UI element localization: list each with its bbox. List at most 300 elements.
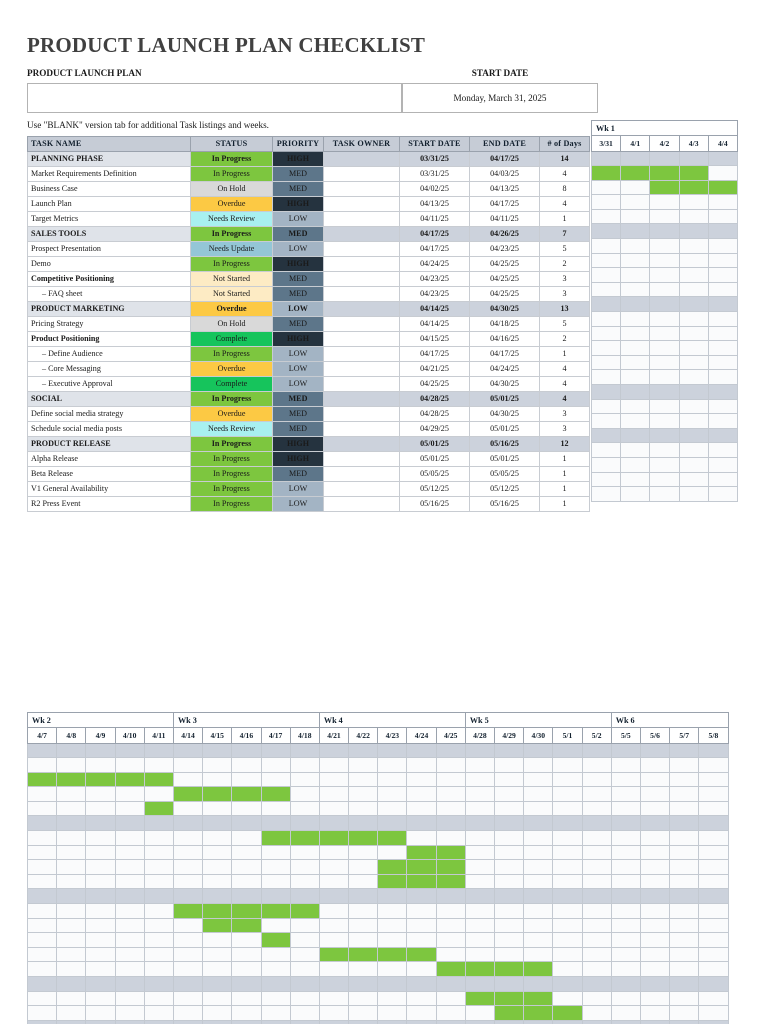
- gantt-week1-empty-cell[interactable]: [679, 268, 708, 283]
- gantt-bottom-empty-cell[interactable]: [115, 831, 144, 846]
- gantt-bottom-empty-cell[interactable]: [57, 1006, 86, 1021]
- gantt-week1-empty-cell[interactable]: [679, 341, 708, 356]
- cell-status[interactable]: In Progress: [191, 347, 273, 362]
- cell-start[interactable]: 04/21/25: [400, 362, 470, 377]
- gantt-week1-empty-cell[interactable]: [650, 443, 679, 458]
- gantt-bottom-empty-cell[interactable]: [582, 787, 611, 802]
- cell-task[interactable]: V1 General Availability: [28, 482, 191, 497]
- gantt-week1-empty-cell[interactable]: [708, 268, 737, 283]
- cell-status[interactable]: In Progress: [191, 452, 273, 467]
- gantt-week1-empty-cell[interactable]: [650, 428, 679, 443]
- gantt-bottom-empty-cell[interactable]: [699, 845, 728, 860]
- gantt-bottom-empty-cell[interactable]: [349, 845, 378, 860]
- gantt-bottom-bar-cell[interactable]: [232, 904, 261, 919]
- gantt-bottom-bar-cell[interactable]: [261, 904, 290, 919]
- cell-end[interactable]: 04/26/25: [470, 227, 540, 242]
- gantt-bottom-empty-cell[interactable]: [86, 889, 115, 904]
- cell-task[interactable]: PRODUCT RELEASE: [28, 437, 191, 452]
- gantt-bottom-empty-cell[interactable]: [611, 816, 640, 831]
- gantt-week1-empty-cell[interactable]: [621, 180, 650, 195]
- gantt-bottom-empty-cell[interactable]: [290, 758, 319, 773]
- gantt-bottom-empty-cell[interactable]: [465, 801, 494, 816]
- gantt-bottom-empty-cell[interactable]: [378, 918, 407, 933]
- cell-start[interactable]: 04/29/25: [400, 422, 470, 437]
- cell-priority[interactable]: HIGH: [273, 197, 324, 212]
- gantt-bottom-empty-cell[interactable]: [232, 977, 261, 992]
- gantt-bottom-empty-cell[interactable]: [524, 831, 553, 846]
- gantt-bottom-empty-cell[interactable]: [173, 1006, 202, 1021]
- gantt-bottom-empty-cell[interactable]: [144, 787, 173, 802]
- gantt-bottom-empty-cell[interactable]: [173, 845, 202, 860]
- gantt-bottom-empty-cell[interactable]: [232, 933, 261, 948]
- gantt-bottom-empty-cell[interactable]: [495, 918, 524, 933]
- gantt-bottom-empty-cell[interactable]: [582, 947, 611, 962]
- cell-days[interactable]: 7: [540, 227, 590, 242]
- gantt-bottom-bar-cell[interactable]: [319, 816, 348, 831]
- gantt-bottom-empty-cell[interactable]: [407, 787, 436, 802]
- cell-task[interactable]: Schedule social media posts: [28, 422, 191, 437]
- cell-owner[interactable]: [324, 227, 400, 242]
- cell-priority[interactable]: HIGH: [273, 332, 324, 347]
- gantt-bottom-empty-cell[interactable]: [407, 918, 436, 933]
- gantt-bottom-empty-cell[interactable]: [173, 918, 202, 933]
- gantt-bottom-empty-cell[interactable]: [436, 758, 465, 773]
- gantt-bottom-bar-cell[interactable]: [553, 1006, 582, 1021]
- gantt-bottom-empty-cell[interactable]: [378, 772, 407, 787]
- gantt-bottom-empty-cell[interactable]: [524, 918, 553, 933]
- gantt-bottom-empty-cell[interactable]: [582, 889, 611, 904]
- cell-days[interactable]: 1: [540, 347, 590, 362]
- gantt-week1-empty-cell[interactable]: [708, 385, 737, 400]
- gantt-bottom-empty-cell[interactable]: [86, 816, 115, 831]
- gantt-bottom-empty-cell[interactable]: [495, 933, 524, 948]
- cell-days[interactable]: 3: [540, 287, 590, 302]
- cell-start[interactable]: 04/17/25: [400, 347, 470, 362]
- gantt-week1-empty-cell[interactable]: [592, 341, 621, 356]
- gantt-bottom-empty-cell[interactable]: [261, 758, 290, 773]
- gantt-week1-empty-cell[interactable]: [650, 355, 679, 370]
- gantt-bottom-empty-cell[interactable]: [495, 845, 524, 860]
- gantt-bottom-empty-cell[interactable]: [553, 831, 582, 846]
- gantt-bottom-empty-cell[interactable]: [640, 801, 669, 816]
- gantt-bottom-empty-cell[interactable]: [436, 743, 465, 758]
- gantt-bottom-empty-cell[interactable]: [349, 801, 378, 816]
- cell-priority[interactable]: MED: [273, 317, 324, 332]
- gantt-bottom-empty-cell[interactable]: [699, 977, 728, 992]
- gantt-bottom-empty-cell[interactable]: [86, 1006, 115, 1021]
- gantt-week1-empty-cell[interactable]: [679, 209, 708, 224]
- gantt-bottom-empty-cell[interactable]: [378, 904, 407, 919]
- gantt-bottom-empty-cell[interactable]: [553, 904, 582, 919]
- gantt-week1-empty-cell[interactable]: [679, 195, 708, 210]
- gantt-bottom-empty-cell[interactable]: [232, 874, 261, 889]
- gantt-bottom-empty-cell[interactable]: [203, 874, 232, 889]
- gantt-bottom-empty-cell[interactable]: [611, 845, 640, 860]
- gantt-bottom-empty-cell[interactable]: [173, 947, 202, 962]
- gantt-bottom-empty-cell[interactable]: [57, 889, 86, 904]
- gantt-bottom-bar-cell[interactable]: [28, 772, 57, 787]
- gantt-week1-empty-cell[interactable]: [621, 355, 650, 370]
- gantt-bottom-empty-cell[interactable]: [349, 904, 378, 919]
- gantt-bottom-empty-cell[interactable]: [144, 816, 173, 831]
- gantt-bottom-empty-cell[interactable]: [582, 758, 611, 773]
- cell-end[interactable]: 04/16/25: [470, 332, 540, 347]
- gantt-week1-empty-cell[interactable]: [708, 195, 737, 210]
- gantt-bottom-empty-cell[interactable]: [232, 962, 261, 977]
- gantt-bottom-empty-cell[interactable]: [203, 801, 232, 816]
- gantt-bottom-empty-cell[interactable]: [319, 758, 348, 773]
- gantt-bottom-empty-cell[interactable]: [699, 787, 728, 802]
- gantt-bottom-empty-cell[interactable]: [28, 816, 57, 831]
- cell-days[interactable]: 2: [540, 332, 590, 347]
- gantt-bottom-empty-cell[interactable]: [699, 772, 728, 787]
- cell-end[interactable]: 04/11/25: [470, 212, 540, 227]
- gantt-week1-empty-cell[interactable]: [708, 472, 737, 487]
- cell-status[interactable]: Complete: [191, 332, 273, 347]
- gantt-week1-empty-cell[interactable]: [708, 297, 737, 312]
- gantt-bottom-bar-cell[interactable]: [524, 962, 553, 977]
- gantt-bottom-bar-cell[interactable]: [173, 889, 202, 904]
- gantt-week1-bar-cell[interactable]: [679, 180, 708, 195]
- gantt-bottom-empty-cell[interactable]: [582, 1006, 611, 1021]
- gantt-week1-empty-cell[interactable]: [679, 355, 708, 370]
- cell-days[interactable]: 1: [540, 212, 590, 227]
- gantt-bottom-bar-cell[interactable]: [173, 787, 202, 802]
- gantt-week1-empty-cell[interactable]: [592, 297, 621, 312]
- gantt-bottom-empty-cell[interactable]: [28, 962, 57, 977]
- gantt-bottom-empty-cell[interactable]: [640, 904, 669, 919]
- gantt-bottom-empty-cell[interactable]: [261, 962, 290, 977]
- cell-owner[interactable]: [324, 212, 400, 227]
- gantt-bottom-bar-cell[interactable]: [57, 772, 86, 787]
- gantt-bottom-empty-cell[interactable]: [670, 947, 699, 962]
- gantt-week1-empty-cell[interactable]: [592, 443, 621, 458]
- gantt-bottom-empty-cell[interactable]: [28, 889, 57, 904]
- gantt-bottom-empty-cell[interactable]: [640, 991, 669, 1006]
- cell-days[interactable]: 1: [540, 482, 590, 497]
- cell-days[interactable]: 3: [540, 272, 590, 287]
- gantt-bottom-empty-cell[interactable]: [290, 962, 319, 977]
- gantt-bottom-empty-cell[interactable]: [349, 977, 378, 992]
- gantt-bottom-empty-cell[interactable]: [436, 977, 465, 992]
- gantt-bottom-empty-cell[interactable]: [115, 845, 144, 860]
- gantt-week1-empty-cell[interactable]: [708, 443, 737, 458]
- cell-status[interactable]: Overdue: [191, 302, 273, 317]
- gantt-bottom-empty-cell[interactable]: [115, 933, 144, 948]
- gantt-bottom-empty-cell[interactable]: [28, 874, 57, 889]
- cell-end[interactable]: 04/18/25: [470, 317, 540, 332]
- gantt-bottom-empty-cell[interactable]: [670, 889, 699, 904]
- gantt-bottom-empty-cell[interactable]: [173, 772, 202, 787]
- cell-days[interactable]: 8: [540, 182, 590, 197]
- gantt-bottom-empty-cell[interactable]: [290, 743, 319, 758]
- gantt-bottom-empty-cell[interactable]: [349, 918, 378, 933]
- gantt-bottom-empty-cell[interactable]: [232, 845, 261, 860]
- gantt-bottom-empty-cell[interactable]: [203, 977, 232, 992]
- gantt-week1-empty-cell[interactable]: [650, 282, 679, 297]
- gantt-bottom-empty-cell[interactable]: [290, 933, 319, 948]
- cell-owner[interactable]: [324, 182, 400, 197]
- gantt-bottom-empty-cell[interactable]: [699, 918, 728, 933]
- cell-end[interactable]: 05/01/25: [470, 392, 540, 407]
- gantt-bottom-empty-cell[interactable]: [670, 772, 699, 787]
- cell-start[interactable]: 04/28/25: [400, 407, 470, 422]
- gantt-bottom-empty-cell[interactable]: [28, 947, 57, 962]
- gantt-week1-empty-cell[interactable]: [650, 385, 679, 400]
- gantt-bottom-bar-cell[interactable]: [611, 1020, 640, 1024]
- gantt-week1-empty-cell[interactable]: [650, 253, 679, 268]
- cell-priority[interactable]: HIGH: [273, 437, 324, 452]
- gantt-bottom-bar-cell[interactable]: [290, 889, 319, 904]
- gantt-bottom-bar-cell[interactable]: [582, 1020, 611, 1024]
- gantt-bottom-empty-cell[interactable]: [261, 1006, 290, 1021]
- gantt-week1-empty-cell[interactable]: [621, 297, 650, 312]
- gantt-bottom-empty-cell[interactable]: [495, 874, 524, 889]
- gantt-week1-empty-cell[interactable]: [708, 239, 737, 254]
- gantt-bottom-empty-cell[interactable]: [699, 1006, 728, 1021]
- gantt-bottom-empty-cell[interactable]: [699, 991, 728, 1006]
- gantt-bottom-empty-cell[interactable]: [261, 874, 290, 889]
- cell-priority[interactable]: LOW: [273, 242, 324, 257]
- gantt-bottom-empty-cell[interactable]: [115, 918, 144, 933]
- gantt-week1-empty-cell[interactable]: [650, 312, 679, 327]
- gantt-bottom-empty-cell[interactable]: [28, 787, 57, 802]
- gantt-bottom-bar-cell[interactable]: [436, 816, 465, 831]
- gantt-bottom-empty-cell[interactable]: [86, 831, 115, 846]
- gantt-bottom-empty-cell[interactable]: [436, 787, 465, 802]
- gantt-week1-empty-cell[interactable]: [679, 457, 708, 472]
- gantt-bottom-empty-cell[interactable]: [407, 991, 436, 1006]
- gantt-bottom-bar-cell[interactable]: [465, 991, 494, 1006]
- gantt-bottom-empty-cell[interactable]: [378, 962, 407, 977]
- gantt-bottom-empty-cell[interactable]: [115, 889, 144, 904]
- gantt-bottom-empty-cell[interactable]: [290, 1020, 319, 1024]
- gantt-week1-empty-cell[interactable]: [592, 399, 621, 414]
- gantt-week1-empty-cell[interactable]: [708, 312, 737, 327]
- gantt-bottom-empty-cell[interactable]: [349, 787, 378, 802]
- gantt-bottom-empty-cell[interactable]: [57, 845, 86, 860]
- gantt-bottom-empty-cell[interactable]: [261, 918, 290, 933]
- gantt-week1-empty-cell[interactable]: [708, 341, 737, 356]
- gantt-bottom-bar-cell[interactable]: [640, 1020, 669, 1024]
- gantt-bottom-empty-cell[interactable]: [261, 1020, 290, 1024]
- cell-priority[interactable]: LOW: [273, 497, 324, 512]
- gantt-bottom-empty-cell[interactable]: [582, 831, 611, 846]
- cell-status[interactable]: Needs Review: [191, 212, 273, 227]
- gantt-bottom-empty-cell[interactable]: [349, 743, 378, 758]
- gantt-bottom-empty-cell[interactable]: [407, 962, 436, 977]
- gantt-bottom-empty-cell[interactable]: [670, 962, 699, 977]
- gantt-bottom-empty-cell[interactable]: [115, 874, 144, 889]
- gantt-bottom-empty-cell[interactable]: [349, 772, 378, 787]
- gantt-bottom-empty-cell[interactable]: [290, 918, 319, 933]
- gantt-bottom-empty-cell[interactable]: [86, 947, 115, 962]
- gantt-bottom-empty-cell[interactable]: [319, 801, 348, 816]
- gantt-bottom-empty-cell[interactable]: [611, 918, 640, 933]
- gantt-bottom-empty-cell[interactable]: [86, 904, 115, 919]
- gantt-week1-empty-cell[interactable]: [650, 341, 679, 356]
- plan-name-input[interactable]: [27, 83, 402, 113]
- gantt-bottom-empty-cell[interactable]: [553, 845, 582, 860]
- gantt-week1-bar-cell[interactable]: [679, 151, 708, 166]
- cell-end[interactable]: 04/17/25: [470, 347, 540, 362]
- cell-priority[interactable]: LOW: [273, 482, 324, 497]
- gantt-week1-empty-cell[interactable]: [708, 370, 737, 385]
- cell-owner[interactable]: [324, 197, 400, 212]
- gantt-bottom-empty-cell[interactable]: [407, 758, 436, 773]
- gantt-week1-empty-cell[interactable]: [621, 239, 650, 254]
- gantt-week1-empty-cell[interactable]: [650, 195, 679, 210]
- cell-status[interactable]: Complete: [191, 377, 273, 392]
- gantt-bottom-bar-cell[interactable]: [378, 947, 407, 962]
- table-row[interactable]: [28, 167, 590, 182]
- gantt-bottom-empty-cell[interactable]: [173, 1020, 202, 1024]
- table-row[interactable]: [28, 332, 590, 347]
- cell-owner[interactable]: [324, 302, 400, 317]
- gantt-bottom-empty-cell[interactable]: [582, 743, 611, 758]
- cell-end[interactable]: 05/16/25: [470, 437, 540, 452]
- cell-days[interactable]: 14: [540, 152, 590, 167]
- gantt-bottom-empty-cell[interactable]: [319, 918, 348, 933]
- gantt-bottom-empty-cell[interactable]: [524, 904, 553, 919]
- gantt-week1-empty-cell[interactable]: [679, 297, 708, 312]
- gantt-bottom-empty-cell[interactable]: [699, 889, 728, 904]
- cell-start[interactable]: 04/02/25: [400, 182, 470, 197]
- gantt-bottom-empty-cell[interactable]: [524, 787, 553, 802]
- cell-task[interactable]: – FAQ sheet: [28, 287, 191, 302]
- gantt-bottom-bar-cell[interactable]: [349, 889, 378, 904]
- gantt-bottom-empty-cell[interactable]: [553, 787, 582, 802]
- gantt-week1-empty-cell[interactable]: [621, 487, 650, 502]
- gantt-bottom-bar-cell[interactable]: [553, 1020, 582, 1024]
- gantt-week1-empty-cell[interactable]: [621, 443, 650, 458]
- gantt-week1-empty-cell[interactable]: [650, 268, 679, 283]
- gantt-bottom-empty-cell[interactable]: [611, 977, 640, 992]
- gantt-bottom-empty-cell[interactable]: [553, 801, 582, 816]
- table-row[interactable]: [28, 152, 590, 167]
- gantt-bottom-empty-cell[interactable]: [203, 772, 232, 787]
- gantt-bottom-empty-cell[interactable]: [261, 845, 290, 860]
- gantt-week1-empty-cell[interactable]: [621, 341, 650, 356]
- gantt-bottom-empty-cell[interactable]: [349, 933, 378, 948]
- gantt-bottom-empty-cell[interactable]: [144, 1020, 173, 1024]
- gantt-week1-empty-cell[interactable]: [650, 326, 679, 341]
- cell-days[interactable]: 2: [540, 257, 590, 272]
- gantt-bottom-empty-cell[interactable]: [290, 860, 319, 875]
- gantt-bottom-empty-cell[interactable]: [349, 962, 378, 977]
- gantt-bottom-empty-cell[interactable]: [144, 918, 173, 933]
- gantt-bottom-empty-cell[interactable]: [670, 801, 699, 816]
- gantt-bottom-empty-cell[interactable]: [261, 947, 290, 962]
- gantt-bottom-bar-cell[interactable]: [407, 947, 436, 962]
- gantt-bottom-empty-cell[interactable]: [115, 904, 144, 919]
- gantt-week1-empty-cell[interactable]: [621, 253, 650, 268]
- cell-start[interactable]: 03/31/25: [400, 152, 470, 167]
- gantt-bottom-empty-cell[interactable]: [495, 816, 524, 831]
- gantt-bottom-bar-cell[interactable]: [378, 874, 407, 889]
- gantt-bottom-empty-cell[interactable]: [640, 874, 669, 889]
- gantt-bottom-empty-cell[interactable]: [699, 743, 728, 758]
- gantt-bottom-empty-cell[interactable]: [407, 977, 436, 992]
- table-row[interactable]: [28, 182, 590, 197]
- gantt-bottom-empty-cell[interactable]: [611, 772, 640, 787]
- gantt-bottom-bar-cell[interactable]: [436, 845, 465, 860]
- gantt-bottom-empty-cell[interactable]: [319, 845, 348, 860]
- gantt-bottom-empty-cell[interactable]: [115, 816, 144, 831]
- gantt-bottom-empty-cell[interactable]: [28, 860, 57, 875]
- gantt-bottom-empty-cell[interactable]: [232, 991, 261, 1006]
- gantt-week1-empty-cell[interactable]: [708, 414, 737, 429]
- gantt-bottom-empty-cell[interactable]: [524, 743, 553, 758]
- gantt-week1-empty-cell[interactable]: [708, 224, 737, 239]
- gantt-bottom-empty-cell[interactable]: [173, 816, 202, 831]
- cell-task[interactable]: Beta Release: [28, 467, 191, 482]
- gantt-week1-empty-cell[interactable]: [650, 209, 679, 224]
- gantt-bottom-empty-cell[interactable]: [57, 904, 86, 919]
- gantt-bottom-empty-cell[interactable]: [582, 918, 611, 933]
- gantt-bottom-empty-cell[interactable]: [203, 947, 232, 962]
- gantt-bottom-bar-cell[interactable]: [495, 991, 524, 1006]
- gantt-bottom-empty-cell[interactable]: [611, 947, 640, 962]
- gantt-bottom-empty-cell[interactable]: [553, 962, 582, 977]
- gantt-bottom-empty-cell[interactable]: [115, 977, 144, 992]
- gantt-bottom-empty-cell[interactable]: [378, 743, 407, 758]
- table-row[interactable]: [28, 227, 590, 242]
- cell-days[interactable]: 5: [540, 242, 590, 257]
- gantt-week1-bar-cell[interactable]: [592, 151, 621, 166]
- gantt-bottom-empty-cell[interactable]: [57, 1020, 86, 1024]
- cell-start[interactable]: 04/13/25: [400, 197, 470, 212]
- gantt-bottom-empty-cell[interactable]: [319, 772, 348, 787]
- gantt-bottom-empty-cell[interactable]: [232, 801, 261, 816]
- cell-status[interactable]: In Progress: [191, 467, 273, 482]
- gantt-week1-empty-cell[interactable]: [621, 312, 650, 327]
- gantt-bottom-empty-cell[interactable]: [349, 758, 378, 773]
- gantt-bottom-empty-cell[interactable]: [524, 772, 553, 787]
- gantt-bottom-empty-cell[interactable]: [28, 758, 57, 773]
- gantt-bottom-empty-cell[interactable]: [524, 860, 553, 875]
- gantt-bottom-empty-cell[interactable]: [378, 845, 407, 860]
- gantt-bottom-empty-cell[interactable]: [699, 933, 728, 948]
- gantt-bottom-empty-cell[interactable]: [319, 962, 348, 977]
- gantt-bottom-empty-cell[interactable]: [495, 860, 524, 875]
- gantt-bottom-bar-cell[interactable]: [465, 962, 494, 977]
- gantt-bottom-empty-cell[interactable]: [378, 787, 407, 802]
- table-row[interactable]: [28, 467, 590, 482]
- cell-owner[interactable]: [324, 422, 400, 437]
- cell-start[interactable]: 05/16/25: [400, 497, 470, 512]
- gantt-week1-empty-cell[interactable]: [592, 428, 621, 443]
- gantt-bottom-bar-cell[interactable]: [378, 816, 407, 831]
- cell-days[interactable]: 4: [540, 362, 590, 377]
- gantt-week1-bar-cell[interactable]: [708, 151, 737, 166]
- gantt-bottom-bar-cell[interactable]: [495, 962, 524, 977]
- gantt-bottom-empty-cell[interactable]: [144, 947, 173, 962]
- cell-start[interactable]: 04/28/25: [400, 392, 470, 407]
- gantt-bottom-empty-cell[interactable]: [465, 874, 494, 889]
- gantt-bottom-empty-cell[interactable]: [495, 904, 524, 919]
- gantt-bottom-empty-cell[interactable]: [378, 801, 407, 816]
- gantt-week1-empty-cell[interactable]: [621, 224, 650, 239]
- gantt-week1-empty-cell[interactable]: [621, 414, 650, 429]
- cell-owner[interactable]: [324, 482, 400, 497]
- cell-owner[interactable]: [324, 377, 400, 392]
- gantt-bottom-empty-cell[interactable]: [495, 801, 524, 816]
- gantt-bottom-bar-cell[interactable]: [232, 889, 261, 904]
- gantt-bottom-empty-cell[interactable]: [57, 933, 86, 948]
- gantt-bottom-bar-cell[interactable]: [203, 918, 232, 933]
- cell-status[interactable]: In Progress: [191, 482, 273, 497]
